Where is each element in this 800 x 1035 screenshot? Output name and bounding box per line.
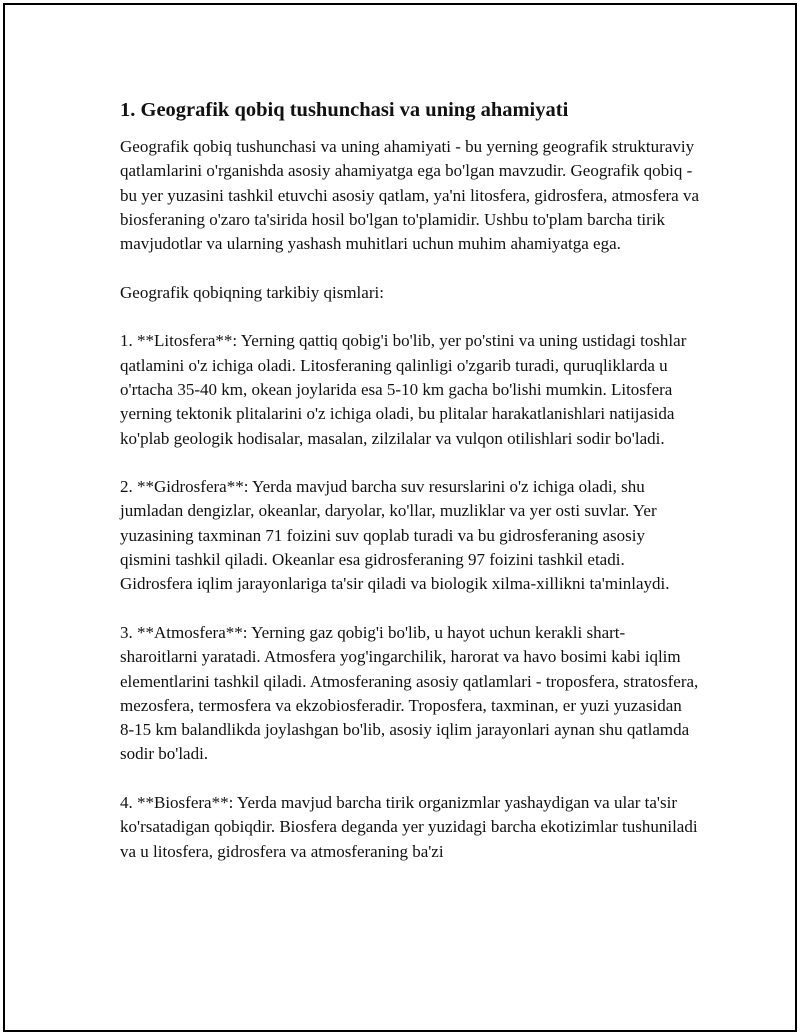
- document-body: [120, 97, 700, 864]
- lithosphere-paragraph: 1. **Litosfera**: Yerning qattiq qobig'i bo'lib, yer po'stini va uning ustidagi toshlar qatlamini o'z ichiga oladi. Litosferaning qalinligi o'zgarib turadi, quruqliklarda u o'rtacha 35-40 km, okean joylarida esa 5-10 km gacha bo'lishi mumkin. Litosfera yerning tektonik plitalarini o'z ichiga oladi, bu plitalar harakatlanishlari natijasida ko'plab geologik hodisalar, masalan, zilzilalar va vulqon otilishlari sodir bo'ladi.: [120, 331, 687, 448]
- section-title: 1. Geografik qobiq tushunchasi va uning ahamiyati: [120, 99, 569, 121]
- atmosphere-paragraph: 3. **Atmosfera**: Yerning gaz qobig'i bo'lib, u hayot uchun kerakli shart-sharoitlarni yaratadi. Atmosfera yog'ingarchilik, harorat va havo bosimi kabi iqlim elementlarini tashkil qiladi. Atmosferaning asosiy qatlamlari - troposfera, stratosfera, mezosfera, termosfera va ekzobiosferadir. Troposfera, taxminan, er yuzi yuzasidan 8-15 km balandlikda joylashgan bo'lib, asosiy iqlim jarayonlari aynan shu qatlamda sodir bo'ladi.: [120, 622, 699, 764]
- intro-paragraph: Geografik qobiq tushunchasi va uning ahamiyati - bu yerning geografik strukturaviy qatlamlarini o'rganishda asosiy ahamiyatga ega bo'lgan mavzudir. Geografik qobiq - bu yer yuzasini tashkil etuvchi asosiy qatlam, ya'ni litosfera, gidrosfera, atmosfera va biosferaning o'zaro ta'sirida hosil bo'lgan to'plamidir. Ushbu to'plam barcha tirik mavjudotlar va ularning yashash muhitlari uchun muhim ahamiyatga ega.: [120, 137, 699, 254]
- document-page: [3, 3, 797, 1032]
- components-heading-paragraph: Geografik qobiqning tarkibiy qismlari:: [120, 282, 384, 302]
- hydrosphere-paragraph: 2. **Gidrosfera**: Yerda mavjud barcha suv resurslarini o'z ichiga oladi, shu jumladan dengizlar, okeanlar, daryolar, ko'llar, muzliklar va yer osti suvlar. Yer yuzasining taxminan 71 foizini suv qoplab turadi va bu gidrosferaning asosiy qismini tashkil qiladi. Okeanlar esa gidrosferaning 97 foizini tashkil etadi. Gidrosfera iqlim jarayonlariga ta'sir qiladi va biologik xilma-xillikni ta'minlaydi.: [120, 477, 670, 594]
- biosphere-paragraph: 4. **Biosfera**: Yerda mavjud barcha tirik organizmlar yashaydigan va ular ta'sir ko'rsatadigan qobiqdir. Biosfera deganda yer yuzidagi barcha ekotizimlar tushuniladi va u litosfera, gidrosfera va atmosferaning ba'zi: [120, 793, 698, 861]
